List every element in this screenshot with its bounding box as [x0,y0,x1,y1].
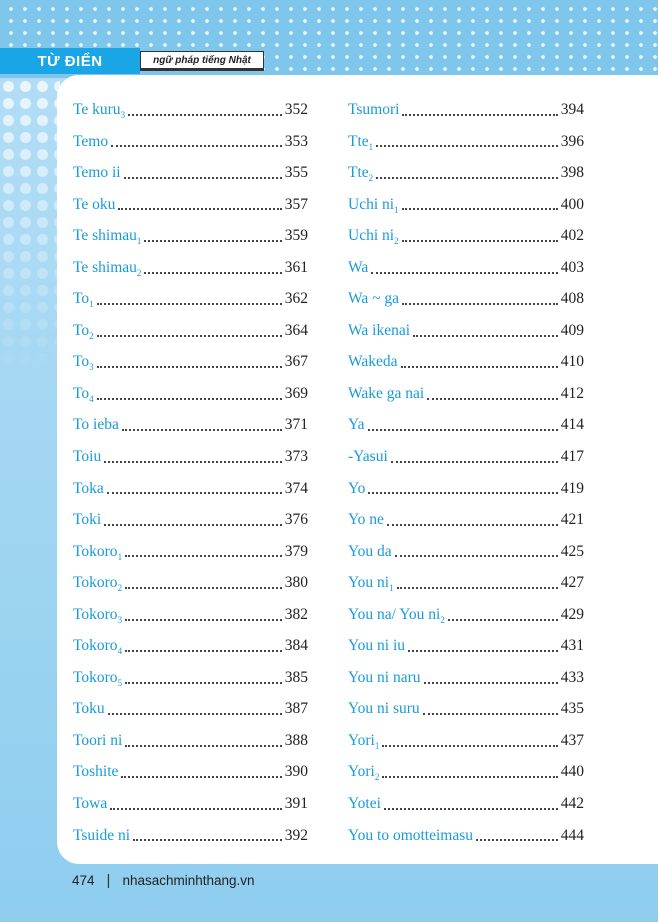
entry-subscript: 5 [117,677,123,688]
entry-subscript: 2 [89,330,94,341]
entry-page-number: 391 [284,795,308,813]
dot-leader [144,272,281,274]
index-entry [348,94,584,126]
entry-page-number: 429 [560,605,584,623]
index-entry [348,599,584,631]
entry-term: Yotei [348,795,381,813]
index-entry [348,756,584,788]
entry-subscript: 3 [89,362,94,373]
entry-page-number: 385 [284,668,308,686]
entry-page-number: 357 [284,195,308,213]
entry-page-number: 427 [560,574,584,592]
index-entry [73,662,308,694]
entry-term: Tokoro$_5$ [73,668,123,688]
entry-subscript: 2 [440,614,445,625]
entry-subscript: 1 [89,299,94,310]
dot-leader [128,114,282,116]
entry-page-number: 414 [560,416,584,434]
entry-page-number: 431 [560,637,584,655]
index-entry [348,409,584,441]
entry-page-number: 380 [284,574,308,592]
entry-term: Temo ii [73,164,121,182]
entry-term: Toku [73,700,105,718]
entry-subscript: 1 [368,141,374,152]
index-entry [348,567,584,599]
dot-leader [401,366,558,368]
entry-term: You ni iu [348,637,406,655]
entry-subscript: 2 [117,583,123,594]
dot-leader [402,303,558,305]
index-entry [348,157,584,189]
dot-leader [104,524,282,526]
entry-term: Toori ni [73,731,123,749]
dot-leader [424,682,558,684]
entry-page-number: 442 [560,795,584,813]
entry-page-number: 408 [560,290,584,308]
entry-term: Tsumori [348,101,400,118]
dot-leader [395,555,558,557]
entry-term: Toshite [73,763,119,781]
index-entry [73,599,308,631]
entry-subscript: 4 [117,646,123,657]
entry-page-number: 369 [284,384,308,402]
dot-leader [125,587,282,589]
entry-page-number: 352 [284,101,308,118]
index-entry [73,788,308,820]
dot-leader [376,177,558,179]
index-entry [73,126,308,158]
entry-page-number: 374 [284,479,308,497]
index-entry [348,252,584,284]
entry-term: Tokoro$_4$ [73,637,123,657]
dot-leader [427,398,558,400]
entry-term: Toiu [73,448,102,466]
entry-term: Ya [348,416,365,434]
entry-term: $To_3$ [73,353,94,373]
entry-page-number: 379 [284,542,308,560]
entry-term: Uchi $ni_2$ [348,227,399,247]
entry-page-number: 435 [560,700,584,718]
entry-term: Wakeda [348,353,398,371]
dot-leader [476,839,558,841]
index-entry [348,820,584,852]
index-entry [73,756,308,788]
entry-page-number: 437 [560,731,584,749]
dot-leader [97,335,282,337]
dot-leader [125,555,282,557]
dot-leader [384,808,558,810]
index-entry [73,378,308,410]
index-entry [348,315,584,347]
page-footer [72,868,255,892]
entry-term: You to omotteimasu [348,826,474,844]
dot-leader [125,745,281,747]
entry-page-number: 396 [560,132,584,150]
dot-leader [382,745,557,747]
entry-page-number: 367 [284,353,308,371]
entry-subscript: 1 [117,551,123,562]
dot-leader [97,398,282,400]
website-url: nhasachminhthang.vn [122,872,255,888]
index-entry [73,94,308,126]
entry-page-number: 392 [284,826,308,844]
index-entry [348,504,584,536]
entry-page-number: 394 [560,101,584,118]
index-entry [348,725,584,757]
dot-leader [368,492,557,494]
entry-term: You da [348,542,392,560]
entry-term: Wa [348,258,369,276]
index-entry [73,315,308,347]
footer-separator: | [106,871,111,889]
index-entry [73,725,308,757]
dot-leader [402,208,558,210]
dot-leader [122,429,282,431]
entry-page-number: 444 [560,826,584,844]
entry-term: Towa [73,795,108,813]
entry-page-number: 355 [284,164,308,182]
entry-term: You ni suru [348,700,420,718]
dot-leader [121,776,281,778]
entry-term: Te kuru$_3$ [73,101,126,120]
dot-leader [402,114,557,116]
entry-page-number: 376 [284,511,308,529]
entry-page-number: 403 [560,258,584,276]
entry-term: Yori$_1$ [348,731,380,751]
index-entry [73,536,308,568]
dot-leader [125,619,282,621]
dot-leader [125,682,282,684]
entry-page-number: 373 [284,448,308,466]
index-column-right [348,94,584,851]
dot-leader [111,145,282,147]
entry-term: Yori$_2$ [348,763,380,783]
dot-leader [376,145,558,147]
entry-subscript: 2 [368,173,374,184]
index-entry [348,473,584,505]
dot-leader [397,587,558,589]
dot-leader [391,461,558,463]
index-entry [73,820,308,852]
index-entry [348,441,584,473]
dot-leader [368,429,558,431]
book-subtitle: ngữ pháp tiếng Nhật [140,51,264,71]
index-entry [348,630,584,662]
page-number: 474 [72,872,95,888]
entry-page-number: 400 [560,195,584,213]
entry-term: You ni naru [348,668,421,686]
entry-term: $To_4$ [73,384,94,404]
entry-page-number: 402 [560,227,584,245]
entry-term: You $ni_1$ [348,574,394,594]
entry-term: -Yasui [348,448,388,466]
dot-leader [124,177,282,179]
entry-term: Te oku [73,195,116,213]
index-entry [348,189,584,221]
entry-term: You na/ You $ni_2$ [348,605,445,625]
entry-page-number: 419 [560,479,584,497]
entry-page-number: 384 [284,637,308,655]
entry-page-number: 362 [284,290,308,308]
section-tag: TỪ ĐIỂN [0,48,140,74]
index-entry [73,157,308,189]
entry-subscript: 4 [89,393,94,404]
entry-page-number: 433 [560,668,584,686]
entry-page-number: 359 [284,227,308,245]
dot-leader [125,650,282,652]
entry-subscript: 1 [136,236,142,247]
decorative-dot-pattern [0,78,60,378]
dot-leader [144,240,281,242]
index-entry [348,693,584,725]
entry-term: Toki [73,511,102,529]
index-entry [348,283,584,315]
entry-subscript: 1 [374,740,380,751]
index-column-left [73,94,308,851]
entry-term: Tokoro$_1$ [73,542,123,562]
index-entry [348,220,584,252]
entry-term: Toka [73,479,104,497]
entry-term: Te shimau$_2$ [73,258,142,278]
index-entry [73,220,308,252]
entry-subscript: 3 [117,614,123,625]
dot-leader [413,335,558,337]
entry-term: Temo [73,132,109,150]
entry-term: Uchi $ni_1$ [348,195,399,215]
entry-term: Yo [348,479,366,497]
entry-term: Tte$_2$ [348,164,374,184]
entry-page-number: 425 [560,542,584,560]
entry-subscript: 3 [120,110,126,120]
entry-page-number: 417 [560,448,584,466]
index-entry [73,346,308,378]
entry-page-number: 353 [284,132,308,150]
entry-term: $To_1$ [73,290,94,310]
entry-term: Yo ne [348,511,384,529]
index-entry [348,126,584,158]
index-entry [348,662,584,694]
index-entry [73,283,308,315]
entry-page-number: 412 [560,384,584,402]
index-entry [73,693,308,725]
index-entry [348,536,584,568]
entry-subscript: 2 [136,267,142,278]
dot-leader [97,303,282,305]
entry-term: To ieba [73,416,119,434]
entry-page-number: 364 [284,321,308,339]
entry-page-number: 371 [284,416,308,434]
dot-leader [371,272,557,274]
entry-subscript: 1 [389,583,394,594]
entry-page-number: 409 [560,321,584,339]
index-entry [348,378,584,410]
entry-term: Tsuide ni [73,826,131,844]
entry-subscript: 2 [374,772,380,783]
dot-leader [108,713,282,715]
entry-term: Tokoro$_3$ [73,605,123,625]
index-entry [73,504,308,536]
entry-page-number: 398 [560,164,584,182]
dot-leader [107,492,282,494]
dot-leader [423,713,558,715]
dot-leader [133,839,282,841]
index-entry [73,630,308,662]
entry-page-number: 440 [560,763,584,781]
dot-leader [97,366,282,368]
index-entry [73,567,308,599]
entry-page-number: 410 [560,353,584,371]
entry-term: $To_2$ [73,321,94,341]
index-entry [73,473,308,505]
index-entry [73,252,308,284]
entry-page-number: 388 [284,731,308,749]
entry-subscript: 1 [394,204,399,215]
entry-page-number: 387 [284,700,308,718]
dot-leader [448,619,558,621]
entry-page-number: 421 [560,511,584,529]
index-entry [73,189,308,221]
entry-term: Wa ~ ga [348,290,400,308]
index-entry [73,441,308,473]
entry-page-number: 390 [284,763,308,781]
dot-leader [408,650,558,652]
entry-term: Tokoro$_2$ [73,574,123,594]
dot-leader [402,240,558,242]
dot-leader [118,208,281,210]
dot-leader [104,461,282,463]
entry-term: Wake ga nai [348,384,425,402]
dot-leader [110,808,282,810]
dot-leader [387,524,558,526]
entry-term: Tte$_1$ [348,132,374,152]
index-entry [73,409,308,441]
entry-subscript: 2 [394,236,399,247]
index-entry [348,788,584,820]
entry-page-number: 382 [284,605,308,623]
entry-term: Wa ikenai [348,321,411,339]
entry-term: Te shimau$_1$ [73,227,142,247]
dot-leader [382,776,557,778]
index-entry [348,346,584,378]
entry-page-number: 361 [284,258,308,276]
